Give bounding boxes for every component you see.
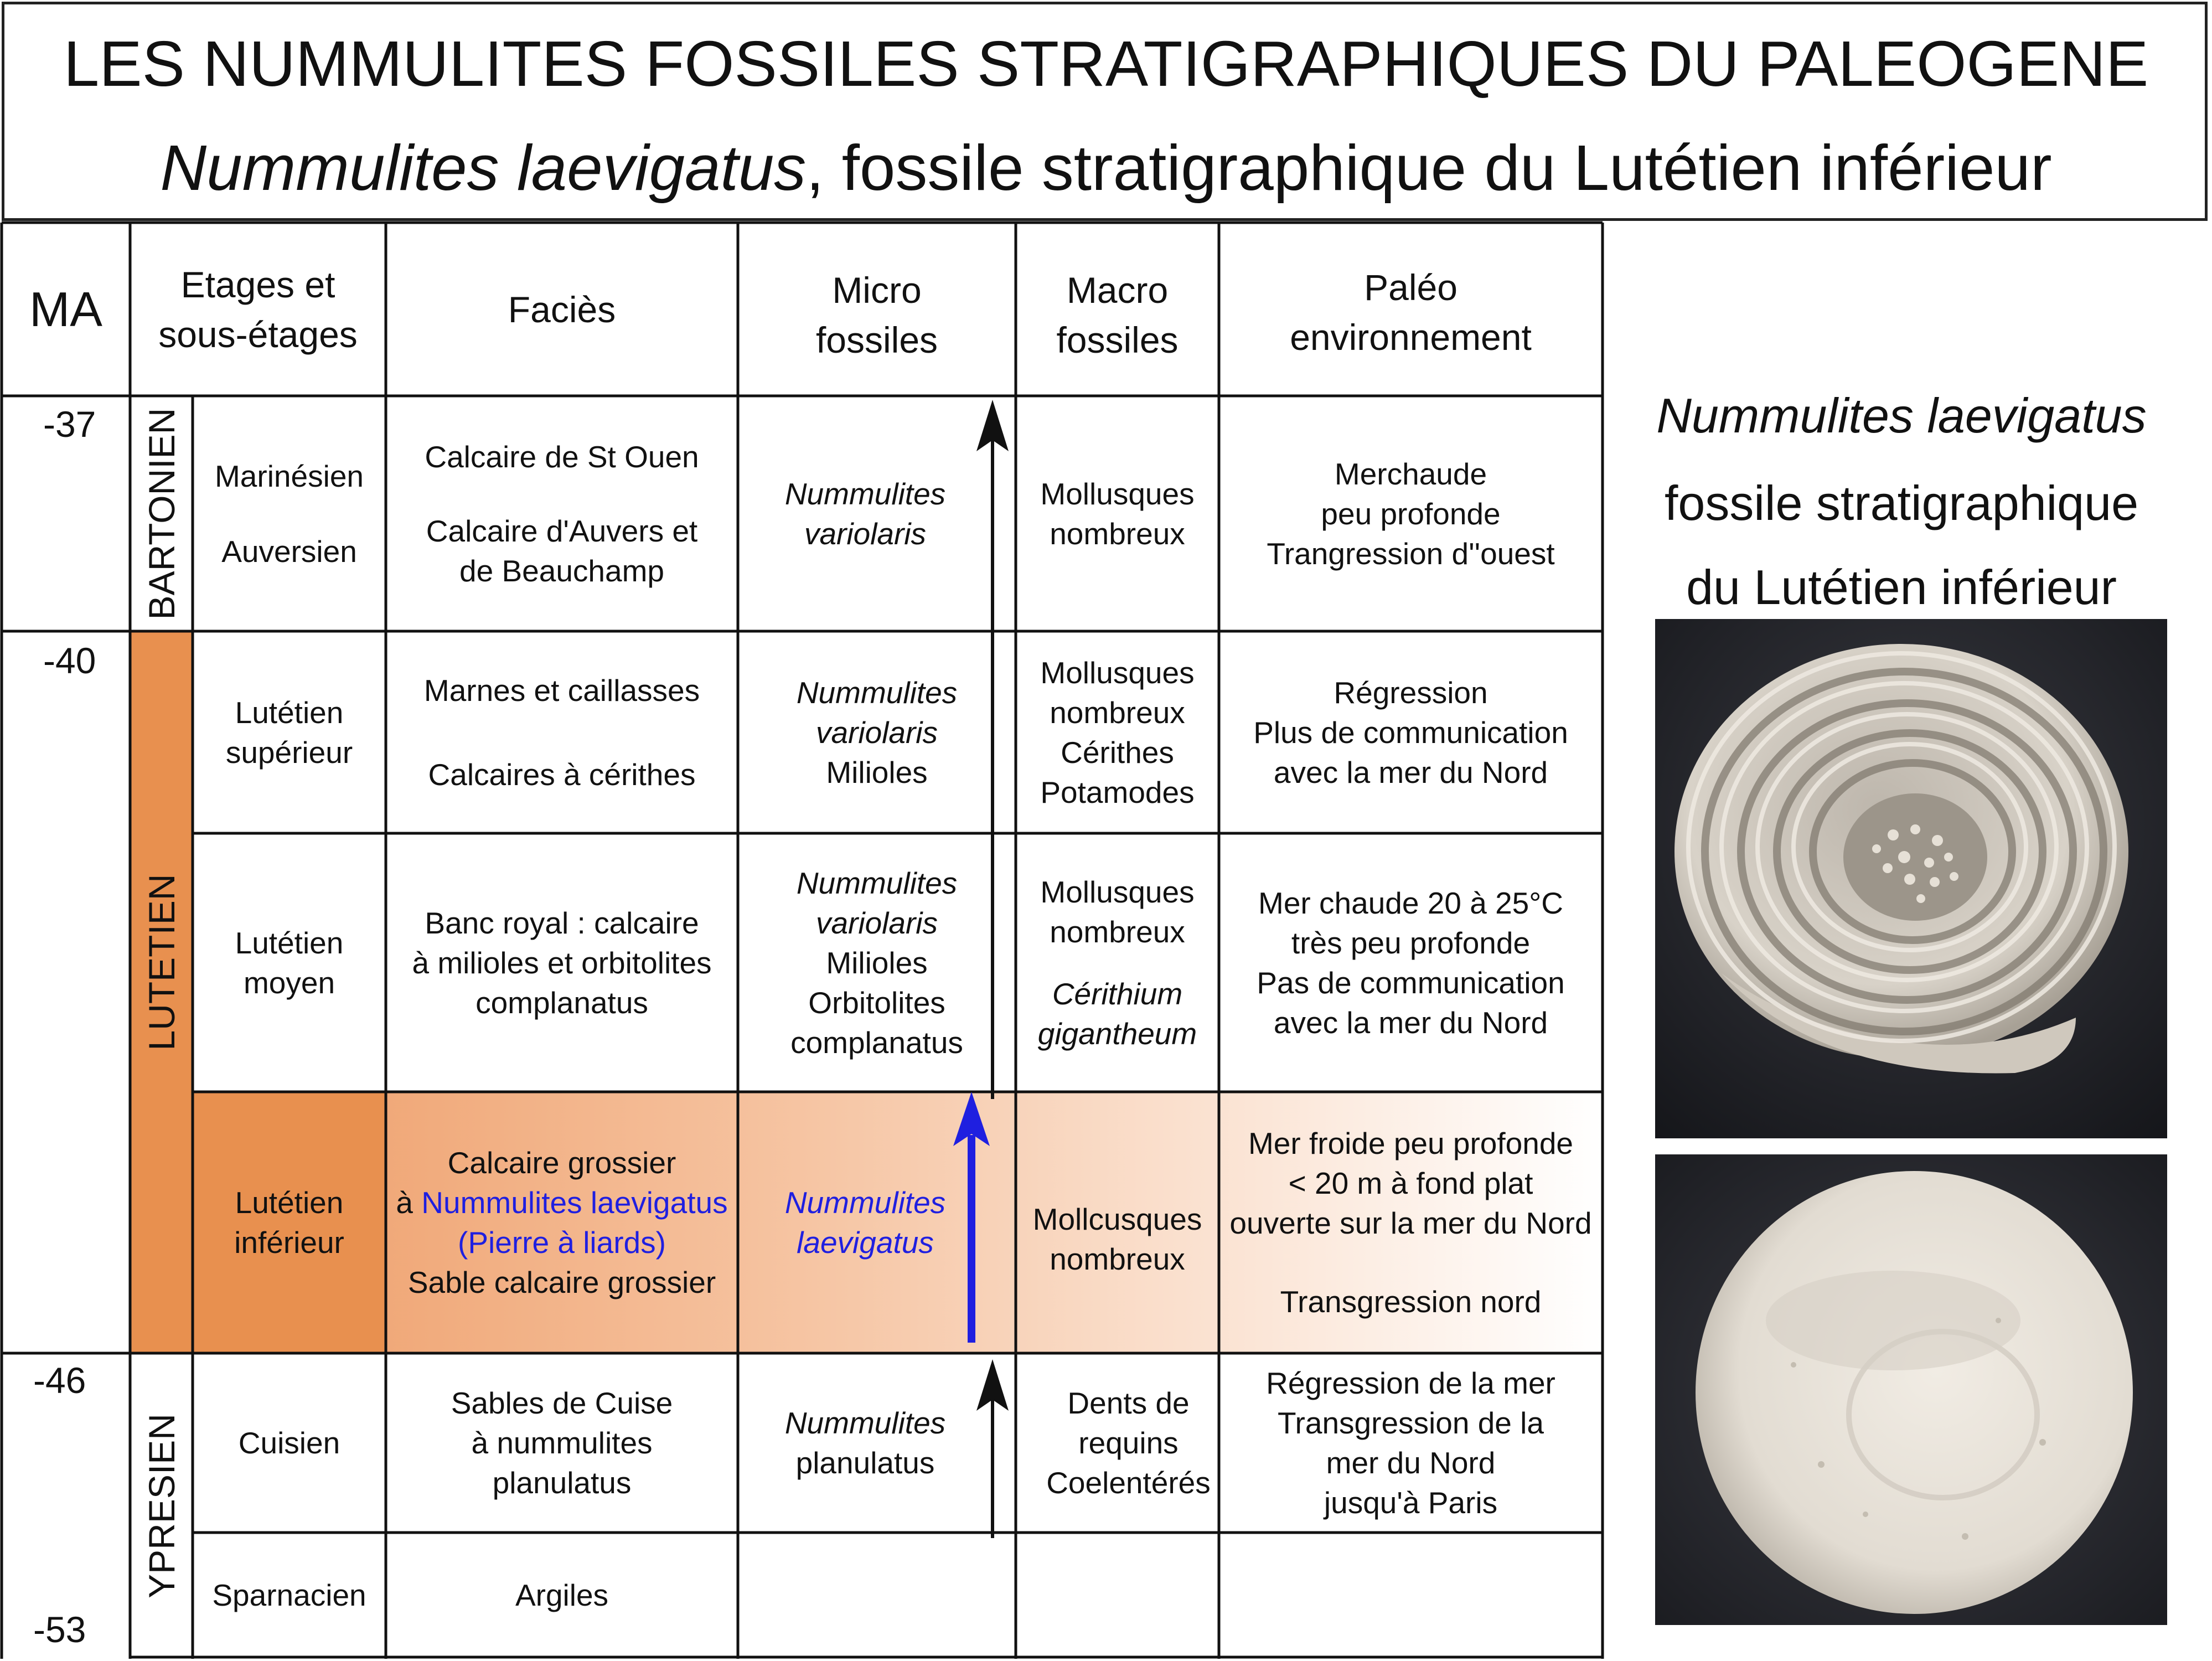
lut-inf-facies-2: [396, 1183, 727, 1222]
age-37: -37: [43, 404, 96, 445]
lut-sup-macro-2: nombreux: [1050, 695, 1185, 730]
header-paleo: [1219, 223, 1603, 396]
lut-moy-facies: [386, 833, 738, 1092]
substage-marinesien: Marinésien: [214, 458, 364, 493]
lut-moy-substage: [193, 833, 386, 1092]
bartonien-macro-1: Mollusques: [1040, 476, 1195, 511]
substage-auversien: Auversien: [221, 534, 357, 569]
lut-moy-paleo-3: Pas de communication: [1257, 965, 1565, 1000]
lut-moy-macro: [1016, 833, 1219, 1092]
age-40: -40: [43, 640, 96, 681]
header-ma: MA: [29, 281, 102, 337]
lut-sup-sub-2: supérieur: [225, 735, 353, 770]
lut-sup-micro-2: variolaris: [815, 715, 938, 750]
lut-moy-facies-2: à milioles et orbitolites: [412, 945, 712, 980]
lut-sup-micro: [738, 631, 1016, 833]
lut-sup-substage: [193, 631, 386, 833]
sparnacien-facies: Argiles: [515, 1577, 609, 1612]
cuisien-micro-1: Nummulites: [784, 1406, 946, 1440]
lut-inf-facies: [386, 1092, 738, 1353]
stage-bartonien: BARTONIEN: [141, 407, 182, 620]
cuisien-facies-1: Sables de Cuise: [451, 1386, 673, 1420]
header-paleo-line2: environnement: [1290, 316, 1532, 358]
cuisien-facies-2: à nummulites: [471, 1426, 653, 1460]
header-macro-line1: Macro: [1066, 269, 1169, 311]
cuisien-facies: [386, 1353, 738, 1533]
lut-moy-micro: [738, 833, 1016, 1092]
bartonien-micro-1: Nummulites: [784, 476, 946, 511]
lut-inf-facies-2b: Nummulites laevigatus: [421, 1185, 728, 1220]
lut-sup-facies: [386, 631, 738, 833]
cuisien-micro-2: planulatus: [795, 1446, 935, 1480]
cuisien-macro-1: Dents de: [1067, 1386, 1190, 1420]
lut-inf-substage: [193, 1092, 386, 1353]
cuisien-paleo: [1219, 1353, 1603, 1533]
lut-inf-facies-4: Sable calcaire grossier: [407, 1265, 716, 1299]
lut-moy-sub-1: Lutétien: [235, 925, 344, 960]
lut-moy-macro-1: Mollusques: [1040, 874, 1195, 909]
header-etages-line2: sous-étages: [158, 313, 358, 355]
header-macro-line2: fossiles: [1056, 319, 1179, 360]
lut-moy-sub-2: moyen: [243, 965, 335, 1000]
bartonien-paleo-1: Merchaude: [1334, 456, 1487, 491]
lut-inf-paleo-2: < 20 m à fond plat: [1288, 1166, 1533, 1200]
cuisien-paleo-1: Régression de la mer: [1266, 1366, 1555, 1400]
lut-inf-facies-3: (Pierre à liards): [458, 1225, 666, 1260]
header-micro-line1: Micro: [832, 269, 922, 311]
age-46: -46: [33, 1360, 86, 1401]
fossil-exterior-photo: [1655, 1154, 2167, 1625]
lut-sup-paleo-2: Plus de communication: [1253, 715, 1568, 750]
lut-moy-micro-5: complanatus: [790, 1025, 963, 1060]
bartonien-facies: [386, 396, 738, 631]
sparnacien-substage: Sparnacien: [212, 1577, 366, 1612]
lut-moy-macro-4: gigantheum: [1037, 1016, 1197, 1051]
lut-sup-paleo-3: avec la mer du Nord: [1273, 755, 1548, 790]
bartonien-micro-2: variolaris: [804, 516, 927, 551]
lut-inf-facies-1: Calcaire grossier: [447, 1146, 676, 1180]
lut-sup-macro-1: Mollusques: [1040, 655, 1195, 690]
header-micro: [738, 223, 1016, 396]
lut-inf-facies-2a: à: [396, 1185, 422, 1220]
lut-moy-micro-2: variolaris: [815, 905, 938, 940]
subtitle-species: Nummulites laevigatus: [160, 132, 807, 204]
header-etages-line1: Etages et: [180, 264, 335, 305]
lut-moy-paleo: [1219, 833, 1603, 1092]
cuisien-macro-3: Coelentérés: [1046, 1466, 1211, 1500]
lut-moy-facies-3: complanatus: [476, 985, 648, 1020]
lut-inf-micro-2: laevigatus: [797, 1225, 934, 1260]
stage-ypresien: YPRESIEN: [141, 1414, 182, 1598]
lut-moy-micro-1: Nummulites: [796, 865, 958, 900]
lut-sup-paleo-1: Régression: [1334, 675, 1488, 710]
lut-sup-macro-4: Potamodes: [1040, 775, 1195, 809]
bartonien-facies-2b: de Beauchamp: [459, 553, 664, 588]
lut-moy-paleo-1: Mer chaude 20 à 25°C: [1258, 885, 1563, 920]
lut-inf-sub-1: Lutétien: [235, 1185, 344, 1220]
cuisien-micro: [738, 1353, 993, 1533]
header-macro: [1016, 223, 1219, 396]
lut-sup-micro-1: Nummulites: [796, 675, 958, 710]
bartonien-facies-1: Calcaire de St Ouen: [425, 439, 699, 474]
lut-sup-facies-1: Marnes et caillasses: [423, 673, 700, 708]
lut-sup-facies-2: Calcaires à cérithes: [428, 757, 696, 792]
lut-sup-macro-3: Cérithes: [1061, 735, 1174, 770]
header-etages: [130, 223, 386, 396]
bartonien-micro: [738, 396, 993, 631]
lut-sup-sub-1: Lutétien: [235, 695, 344, 730]
bartonien-substages: [193, 396, 386, 631]
lut-inf-macro: [1016, 1092, 1219, 1353]
lut-moy-facies-1: Banc royal : calcaire: [425, 905, 699, 940]
lut-moy-macro-3: Cérithium: [1052, 976, 1183, 1011]
header-facies: Faciès: [508, 288, 616, 330]
cuisien-substage: Cuisien: [238, 1426, 340, 1460]
caption-species: Nummulites laevigatus: [1656, 388, 2147, 443]
stage-lutetien: LUTETIEN: [141, 874, 182, 1051]
lut-inf-paleo-3: ouverte sur la mer du Nord: [1229, 1206, 1592, 1240]
lut-inf-micro: [738, 1092, 993, 1353]
lut-inf-paleo-1: Mer froide peu profonde: [1248, 1126, 1574, 1160]
cuisien-paleo-2: Transgression de la: [1278, 1406, 1544, 1440]
lut-sup-macro: [1016, 631, 1219, 833]
bartonien-macro-2: nombreux: [1050, 516, 1185, 551]
cuisien-macro-2: requins: [1078, 1426, 1179, 1460]
lut-inf-macro-1: Mollcusques: [1032, 1202, 1202, 1236]
header-micro-line2: fossiles: [815, 319, 938, 360]
caption-line3: du Lutétien inférieur: [1686, 560, 2117, 615]
lut-inf-micro-1: Nummulites: [784, 1185, 946, 1220]
caption-line2: fossile stratigraphique: [1664, 476, 2139, 530]
lut-inf-sub-2: inférieur: [234, 1225, 344, 1260]
lut-inf-paleo: [1219, 1092, 1603, 1353]
bartonien-facies-2a: Calcaire d'Auvers et: [426, 513, 698, 548]
bartonien-paleo: [1219, 396, 1603, 631]
lut-inf-paleo-4: Transgression nord: [1280, 1285, 1542, 1319]
lut-moy-micro-3: Milioles: [826, 945, 928, 980]
subtitle-rest: , fossile stratigraphique du Lutétien inférieur: [806, 132, 2052, 204]
cuisien-macro: [1016, 1353, 1219, 1533]
lut-sup-paleo: [1219, 631, 1603, 833]
bartonien-paleo-3: Trangression d''ouest: [1267, 536, 1555, 571]
main-title: LES NUMMULITES FOSSILES STRATIGRAPHIQUES DU PALEOGENE: [63, 28, 2149, 100]
lut-sup-micro-3: Milioles: [826, 755, 928, 790]
lut-moy-micro-4: Orbitolites: [808, 985, 945, 1020]
cuisien-paleo-3: mer du Nord: [1326, 1446, 1496, 1480]
bartonien-paleo-2: peu profonde: [1321, 496, 1501, 531]
fossil-section-photo: [1655, 619, 2167, 1138]
age-53: -53: [33, 1609, 86, 1650]
bartonien-macro: [1016, 396, 1219, 631]
cuisien-facies-3: planulatus: [492, 1466, 632, 1500]
lut-moy-paleo-2: très peu profonde: [1291, 925, 1531, 960]
lut-moy-paleo-4: avec la mer du Nord: [1273, 1005, 1548, 1040]
lut-inf-macro-2: nombreux: [1050, 1242, 1185, 1276]
cuisien-paleo-4: jusqu'à Paris: [1324, 1485, 1498, 1520]
lut-moy-macro-2: nombreux: [1050, 914, 1185, 949]
header-paleo-line1: Paléo: [1364, 266, 1458, 308]
